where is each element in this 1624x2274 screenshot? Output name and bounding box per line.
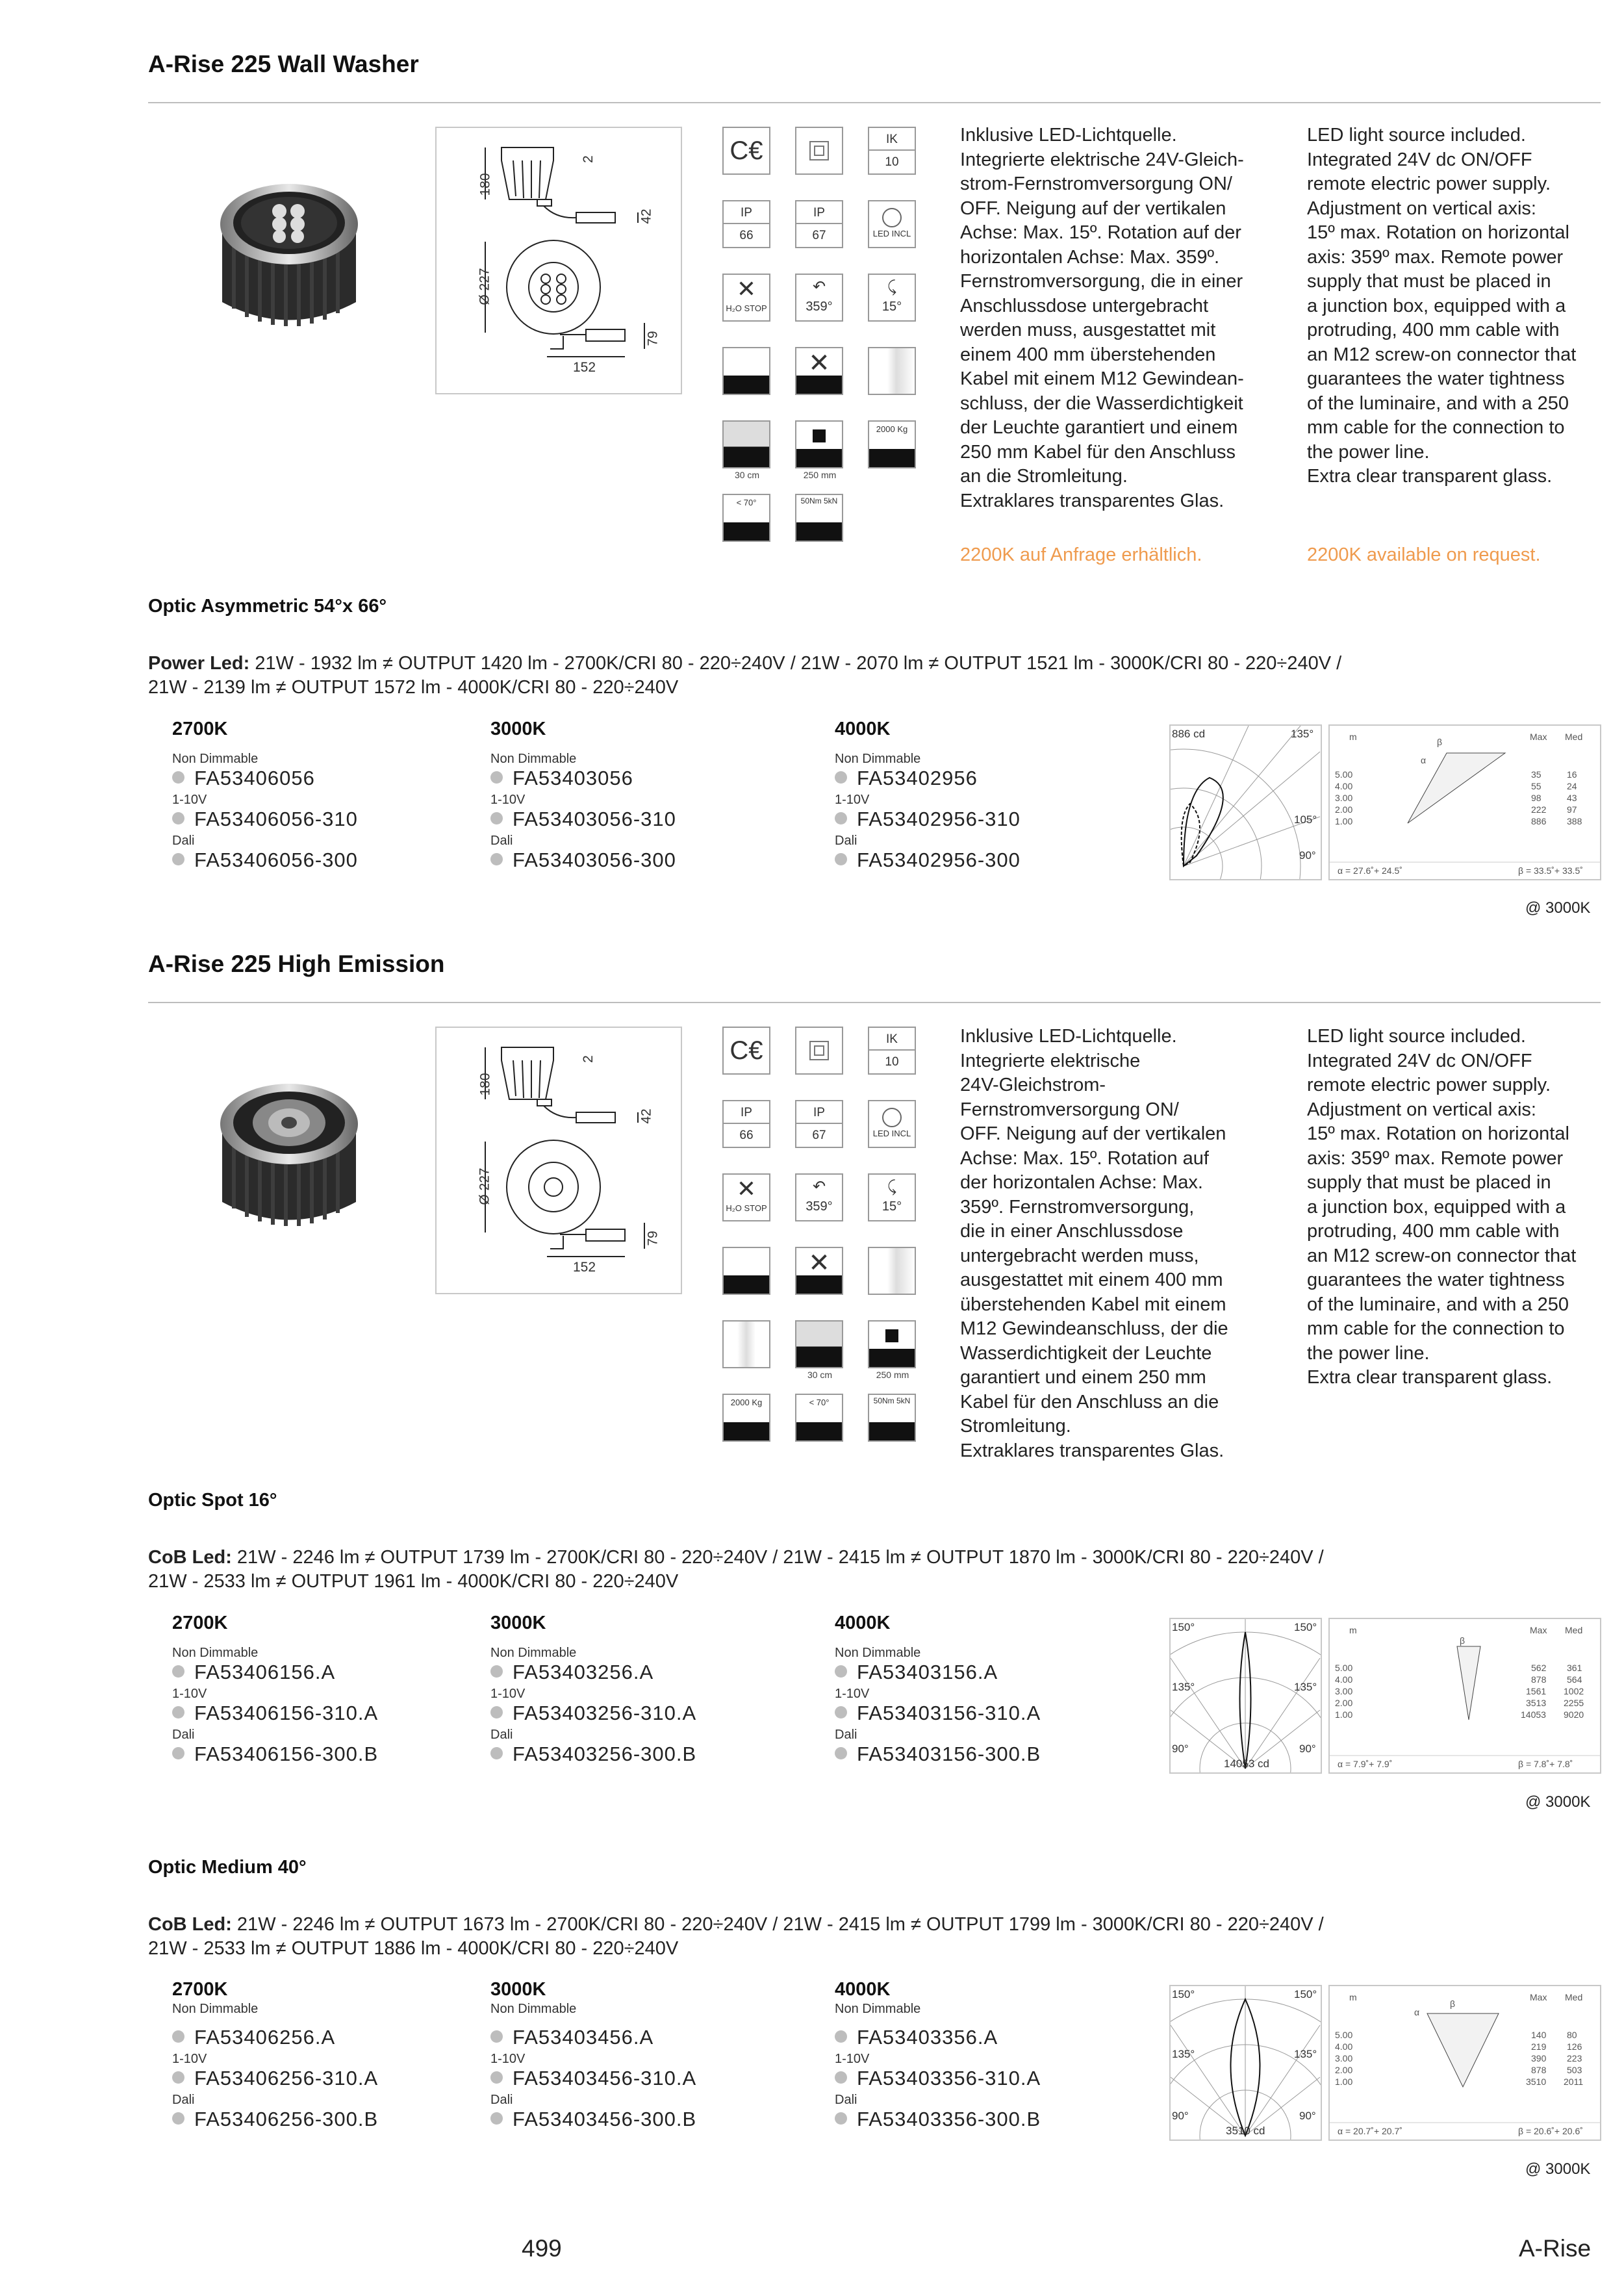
- svg-text:3.00: 3.00: [1335, 793, 1353, 803]
- svg-text:361: 361: [1567, 1663, 1582, 1673]
- ce-mark-icon: C€: [722, 1027, 770, 1075]
- dim-79: 79: [645, 1231, 661, 1246]
- svg-text:1.00: 1.00: [1335, 1709, 1353, 1720]
- led-included-icon: LED INCL: [868, 1100, 916, 1148]
- description-en: LED light source included. Integrated 24V dc ON/OFF remote electric power supply. Adjustment on vertical axis: 15º max. Rotation on horizontal axis: 359º max. Remote power supply that must be placed in a junction box, equipped with a protruding, 400 mm cable with an M12 screw-on connector that guarantees the water tightness of the luminaire, and with a 250 mm cable for the connection to the power line. Extra clear transparent glass.: [1307, 125, 1577, 487]
- gravel-depth: 30 cm: [807, 1370, 833, 1380]
- led-included-icon: LED INCL: [868, 200, 916, 248]
- col-2700k: 2700K Non Dimmable FA53406056 1-10V FA53406056-310 Dali FA53406056-300: [172, 719, 358, 871]
- product-code: FA53402956: [835, 767, 1021, 790]
- col-3000k: 3000K Non Dimmable FA53403256.A 1-10V FA53403256-310.A Dali FA53403256-300.B: [490, 1613, 697, 1765]
- polar-diagram: [1169, 724, 1322, 880]
- dim-42: 42: [639, 209, 654, 224]
- rotation-icon: ↶ 359°: [795, 1173, 843, 1221]
- at-3000k-label: @ 3000K: [1525, 899, 1591, 917]
- product-code: FA53403456.A: [490, 2026, 696, 2049]
- product-code: FA53406056-300: [172, 849, 358, 872]
- optic-title: Optic Spot 16°: [148, 1490, 277, 1511]
- svg-text:105°: 105°: [1294, 813, 1317, 826]
- load-icon: 2000 Kg: [868, 420, 916, 468]
- temperature-icon: < 70°: [795, 1394, 843, 1442]
- dim-width: 152: [573, 360, 596, 375]
- page-number: 499: [522, 2235, 562, 2262]
- col-2700k: 2700K Non Dimmable FA53406256.A 1-10V FA53406256-310.A Dali FA53406256-300.B: [172, 1979, 379, 2130]
- dim-height: 180: [477, 1073, 493, 1096]
- polar-diagram: [1169, 1985, 1322, 2141]
- col-2700k: 2700K Non Dimmable FA53406156.A 1-10V FA53406156-310.A Dali FA53406156-300.B: [172, 1613, 379, 1765]
- svg-text:1002: 1002: [1564, 1686, 1584, 1696]
- beam-icon: [868, 1247, 916, 1295]
- svg-text:135°: 135°: [1294, 2048, 1317, 2060]
- svg-text:135°: 135°: [1172, 2048, 1195, 2060]
- svg-text:878: 878: [1531, 2065, 1547, 2075]
- svg-text:90°: 90°: [1172, 2110, 1189, 2122]
- svg-text:90°: 90°: [1299, 2110, 1316, 2122]
- svg-text:135°: 135°: [1291, 728, 1314, 740]
- note-en: 2200K available on request.: [1307, 544, 1541, 565]
- svg-text:98: 98: [1531, 793, 1542, 803]
- svg-text:Max: Max: [1530, 732, 1547, 742]
- narrow-beam-icon: [722, 1320, 770, 1368]
- at-3000k-label: @ 3000K: [1525, 2160, 1591, 2178]
- svg-text:564: 564: [1567, 1674, 1582, 1685]
- svg-text:43: 43: [1567, 793, 1577, 803]
- cable-length: 250 mm: [803, 470, 837, 480]
- polar-diagram: [1169, 1618, 1322, 1774]
- svg-text:β: β: [1450, 1999, 1456, 2009]
- svg-text:878: 878: [1531, 1674, 1547, 1685]
- svg-text:390: 390: [1531, 2053, 1547, 2063]
- temperature-icon: < 70°: [722, 494, 770, 542]
- dimension-drawing: [435, 1027, 682, 1294]
- product-code: FA53406056-310: [172, 808, 358, 831]
- product-code: FA53403356-310.A: [835, 2067, 1041, 2090]
- col-4000k: 4000K Non Dimmable FA53402956 1-10V FA53402956-310 Dali FA53402956-300: [835, 719, 1021, 871]
- svg-text:90°: 90°: [1299, 849, 1316, 862]
- product-code: FA53403256.A: [490, 1661, 696, 1684]
- divider: [148, 1002, 1601, 1003]
- svg-text:222: 222: [1531, 804, 1547, 815]
- product-code: FA53403456-310.A: [490, 2067, 696, 2090]
- svg-text:3.00: 3.00: [1335, 2053, 1353, 2063]
- cone-diagram: [1328, 1618, 1601, 1774]
- gravel-drain-icon: [722, 420, 770, 468]
- product-code: FA53406256.A: [172, 2026, 378, 2049]
- dim-height: 180: [477, 173, 493, 196]
- dim-2: 2: [580, 155, 596, 163]
- at-3000k-label: @ 3000K: [1525, 1793, 1591, 1811]
- svg-text:223: 223: [1567, 2053, 1582, 2063]
- torque-icon: 50Nm 5kN: [795, 494, 843, 542]
- description-en: LED light source included. Integrated 24V dc ON/OFF remote electric power supply. Adjustment on vertical axis: 15º max. Rotation on horizontal axis: 359º max. Remote power supply that must be placed in a junction box, equipped with a protruding, 400 mm cable with an M12 screw-on connector that guarantees the water tightness of the luminaire, and with a 250 mm cable for the connection to the power line. Extra clear transparent glass.: [1307, 1026, 1577, 1388]
- torque-icon: 50Nm 5kN: [868, 1394, 916, 1442]
- svg-text:97: 97: [1567, 804, 1577, 815]
- svg-text:90°: 90°: [1172, 1743, 1189, 1755]
- svg-text:150°: 150°: [1294, 1988, 1317, 2000]
- col-3000k: 3000K Non Dimmable FA53403056 1-10V FA53403056-310 Dali FA53403056-300: [490, 719, 676, 871]
- ik-rating-icon: IK 10: [868, 1027, 916, 1075]
- h2o-stop-icon: ✕ H₂O STOP: [722, 274, 770, 322]
- svg-text:886 cd: 886 cd: [1172, 728, 1206, 740]
- svg-text:2255: 2255: [1564, 1698, 1584, 1708]
- svg-text:55: 55: [1531, 781, 1542, 791]
- svg-text:m: m: [1349, 732, 1357, 742]
- svg-text:2.00: 2.00: [1335, 1698, 1353, 1708]
- dim-diameter: Ø 227: [477, 268, 492, 305]
- product-code: FA53406056: [172, 767, 358, 790]
- cable-length-icon: [795, 420, 843, 468]
- product-code: FA53403456-300.B: [490, 2108, 696, 2131]
- svg-text:β = 33.5˚+ 33.5˚: β = 33.5˚+ 33.5˚: [1518, 865, 1583, 876]
- product-code: FA53406256-310.A: [172, 2067, 378, 2090]
- wallwash-icon: [868, 347, 916, 395]
- note-de: 2200K auf Anfrage erhältlich.: [960, 544, 1202, 565]
- svg-text:4.00: 4.00: [1335, 1674, 1353, 1685]
- svg-text:4.00: 4.00: [1335, 2041, 1353, 2052]
- svg-text:α = 7.9˚+ 7.9˚: α = 7.9˚+ 7.9˚: [1338, 1759, 1393, 1769]
- gravel-drain-icon: [795, 1320, 843, 1368]
- svg-text:135°: 135°: [1172, 1681, 1195, 1693]
- description-de: Inklusive LED-Lichtquelle. Integrierte elektrische 24V-Gleichstrom- Fernstromversorgung ON/ OFF. Neigung auf der vertikalen Achse: Max. 15º. Rotation auf der horizontalen Achse: Max. 359º. Fernstromversorgung, die in einer Anschlussdose untergebracht werden muss, ausgestattet mit einem 400 mm überstehenden Kabel mit einem M12 Gewindeanschluss, der die Wasserdichtigkeit der Leuchte garantiert und einem 250 mm Kabel für den Anschluss an die Stromleitung. Extraklares transparentes Glas.: [960, 1026, 1228, 1461]
- svg-text:3510: 3510: [1526, 2076, 1547, 2087]
- svg-text:α: α: [1414, 2007, 1420, 2017]
- svg-text:m: m: [1349, 1625, 1357, 1635]
- svg-text:150°: 150°: [1172, 1621, 1195, 1633]
- product-code: FA53403356.A: [835, 2026, 1041, 2049]
- svg-text:α = 20.7˚+ 20.7˚: α = 20.7˚+ 20.7˚: [1338, 2126, 1402, 2136]
- divider: [148, 102, 1601, 103]
- cone-diagram: [1328, 1985, 1601, 2141]
- class-ii-icon: [795, 127, 843, 175]
- svg-text:Max: Max: [1530, 1992, 1547, 2002]
- led-spec: CoB Led: 21W - 2246 lm ≠ OUTPUT 1739 lm - 2700K/CRI 80 - 220÷240V / 21W - 2415 lm ≠ OUTPUT 1870 lm - 3000K/CRI 80 - 220÷240V / 21W - 2533 lm ≠ OUTPUT 1961 lm - 4000K/CRI 80 - 220÷240V: [148, 1547, 1324, 1592]
- led-spec: CoB Led: 21W - 2246 lm ≠ OUTPUT 1673 lm - 2700K/CRI 80 - 220÷240V / 21W - 2415 lm ≠ OUTPUT 1799 lm - 3000K/CRI 80 - 220÷240V / 21W - 2533 lm ≠ OUTPUT 1886 lm - 4000K/CRI 80 - 220÷240V: [148, 1914, 1324, 1959]
- dim-79: 79: [645, 331, 661, 346]
- svg-text:24: 24: [1567, 781, 1577, 791]
- cone-diagram: [1328, 724, 1601, 880]
- svg-text:219: 219: [1531, 2041, 1547, 2052]
- ip66-icon: IP 66: [722, 1100, 770, 1148]
- product-code: FA53403256-310.A: [490, 1702, 696, 1725]
- svg-text:135°: 135°: [1294, 1681, 1317, 1693]
- svg-text:5.00: 5.00: [1335, 769, 1353, 780]
- svg-text:α = 27.6˚+ 24.5˚: α = 27.6˚+ 24.5˚: [1338, 865, 1402, 876]
- icon-grid: [722, 1027, 917, 1442]
- svg-text:1.00: 1.00: [1335, 816, 1353, 826]
- product-code: FA53403256-300.B: [490, 1743, 696, 1766]
- svg-text:4.00: 4.00: [1335, 781, 1353, 791]
- svg-text:140: 140: [1531, 2030, 1547, 2040]
- svg-text:β = 7.8˚+ 7.8˚: β = 7.8˚+ 7.8˚: [1518, 1759, 1573, 1769]
- section-title: A-Rise 225 Wall Washer: [148, 51, 419, 77]
- svg-text:Med: Med: [1565, 1625, 1583, 1635]
- product-code: FA53406256-300.B: [172, 2108, 378, 2131]
- svg-text:1561: 1561: [1526, 1686, 1547, 1696]
- svg-text:503: 503: [1567, 2065, 1582, 2075]
- dimension-drawing: [435, 127, 682, 394]
- svg-text:886: 886: [1531, 816, 1547, 826]
- led-spec: Power Led: 21W - 1932 lm ≠ OUTPUT 1420 lm - 2700K/CRI 80 - 220÷240V / 21W - 2070 lm ≠ OUTPUT 1521 lm - 3000K/CRI 80 - 220÷240V / 21W - 2139 lm ≠ OUTPUT 1572 lm - 4000K/CRI 80 - 220÷240V: [148, 653, 1342, 698]
- product-photo: [188, 149, 390, 344]
- svg-text:β = 20.6˚+ 20.6˚: β = 20.6˚+ 20.6˚: [1518, 2126, 1583, 2136]
- dim-diameter: Ø 227: [477, 1168, 492, 1205]
- product-code: FA53406156.A: [172, 1661, 378, 1684]
- dim-width: 152: [573, 1260, 596, 1275]
- ip67-icon: IP 67: [795, 1100, 843, 1148]
- product-code: FA53403156-300.B: [835, 1743, 1041, 1766]
- svg-text:562: 562: [1531, 1663, 1547, 1673]
- recessed-icon: [722, 347, 770, 395]
- product-code: FA53403056: [490, 767, 676, 790]
- no-cover-icon: ✕: [795, 347, 843, 395]
- ip66-icon: IP 66: [722, 200, 770, 248]
- product-photo: [188, 1049, 390, 1244]
- svg-text:2011: 2011: [1564, 2076, 1584, 2087]
- svg-text:β: β: [1460, 1635, 1465, 1646]
- dim-2: 2: [580, 1055, 596, 1063]
- cable-length-icon: [868, 1320, 916, 1368]
- product-code: FA53406156-310.A: [172, 1702, 378, 1725]
- svg-text:80: 80: [1567, 2030, 1577, 2040]
- product-code: FA53403156-310.A: [835, 1702, 1041, 1725]
- icon-grid: [722, 127, 917, 543]
- product-code: FA53403056-300: [490, 849, 676, 872]
- svg-text:126: 126: [1567, 2041, 1582, 2052]
- ip67-icon: IP 67: [795, 200, 843, 248]
- product-code: FA53403356-300.B: [835, 2108, 1041, 2131]
- col-4000k: 4000K Non Dimmable FA53403156.A 1-10V FA53403156-310.A Dali FA53403156-300.B: [835, 1613, 1041, 1765]
- recessed-icon: [722, 1247, 770, 1295]
- product-code: FA53402956-300: [835, 849, 1021, 872]
- svg-text:α: α: [1421, 755, 1427, 765]
- h2o-stop-icon: ✕ H₂O STOP: [722, 1173, 770, 1221]
- col-4000k: 4000K Non Dimmable FA53403356.A 1-10V FA53403356-310.A Dali FA53403356-300.B: [835, 1979, 1041, 2130]
- svg-text:35: 35: [1531, 769, 1542, 780]
- svg-text:14053 cd: 14053 cd: [1224, 1757, 1269, 1770]
- svg-text:β: β: [1437, 737, 1443, 747]
- svg-text:m: m: [1349, 1992, 1357, 2002]
- svg-text:2.00: 2.00: [1335, 804, 1353, 815]
- description-de: Inklusive LED-Lichtquelle. Integrierte elektrische 24V-Gleich- strom-Fernstromversorgung ON/ OFF. Neigung auf der vertikalen Achse: Max. 15º. Rotation auf der horizontalen Achse: Max. 359º. Fernstromversorgung, die in einer Anschlussdose untergebracht werden muss, ausgestattet mit einem 400 mm überstehenden Kabel mit einem M12 Gewindean- schluss, der die Wasserdichtigkeit der Leuchte garantiert und einem 250 mm Kabel für den Anschluss an die Stromleitung. Extraklares transparentes Glas.: [960, 125, 1244, 511]
- svg-text:3.00: 3.00: [1335, 1686, 1353, 1696]
- svg-text:14053: 14053: [1521, 1709, 1546, 1720]
- svg-text:5.00: 5.00: [1335, 2030, 1353, 2040]
- svg-text:3513: 3513: [1526, 1698, 1547, 1708]
- svg-text:388: 388: [1567, 816, 1582, 826]
- class-ii-icon: [795, 1027, 843, 1075]
- svg-text:150°: 150°: [1172, 1988, 1195, 2000]
- svg-text:2.00: 2.00: [1335, 2065, 1353, 2075]
- tilt-icon: ⤹ 15°: [868, 274, 916, 322]
- svg-text:90°: 90°: [1299, 1743, 1316, 1755]
- svg-text:150°: 150°: [1294, 1621, 1317, 1633]
- svg-text:Med: Med: [1565, 1992, 1583, 2002]
- ik-rating-icon: IK 10: [868, 127, 916, 175]
- product-code: FA53402956-310: [835, 808, 1021, 831]
- product-code: FA53403056-310: [490, 808, 676, 831]
- svg-text:3510 cd: 3510 cd: [1226, 2125, 1265, 2137]
- section-title: A-Rise 225 High Emission: [148, 951, 445, 977]
- svg-text:1.00: 1.00: [1335, 2076, 1353, 2087]
- svg-text:16: 16: [1567, 769, 1577, 780]
- product-code: FA53406156-300.B: [172, 1743, 378, 1766]
- svg-text:5.00: 5.00: [1335, 1663, 1353, 1673]
- svg-text:Max: Max: [1530, 1625, 1547, 1635]
- ce-mark-icon: C€: [722, 127, 770, 175]
- cable-length: 250 mm: [876, 1370, 909, 1380]
- svg-text:Med: Med: [1565, 732, 1583, 742]
- footer-brand: A-Rise: [1519, 2235, 1592, 2262]
- product-code: FA53403156.A: [835, 1661, 1041, 1684]
- tilt-icon: ⤹ 15°: [868, 1173, 916, 1221]
- load-icon: 2000 Kg: [722, 1394, 770, 1442]
- optic-title: Optic Medium 40°: [148, 1857, 307, 1878]
- rotation-icon: ↶ 359°: [795, 274, 843, 322]
- col-3000k: 3000K Non Dimmable FA53403456.A 1-10V FA53403456-310.A Dali FA53403456-300.B: [490, 1979, 697, 2130]
- gravel-depth: 30 cm: [734, 470, 760, 480]
- svg-text:9020: 9020: [1564, 1709, 1584, 1720]
- no-cover-icon: ✕: [795, 1247, 843, 1295]
- dim-42: 42: [639, 1108, 654, 1124]
- optic-title: Optic Asymmetric 54°x 66°: [148, 596, 387, 617]
